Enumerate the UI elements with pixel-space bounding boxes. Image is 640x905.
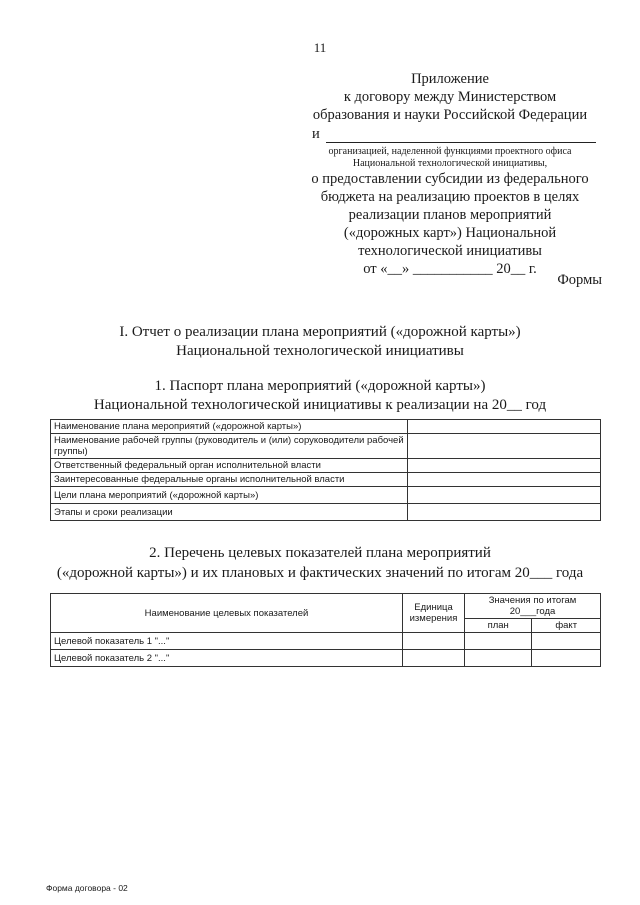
indicator-fact[interactable] (532, 633, 601, 650)
indicator-unit[interactable] (403, 650, 465, 667)
header-indicator-name: Наименование целевых показателей (51, 594, 403, 633)
caption-line-1: организацией, наделенной функциями проектного офиса (328, 146, 572, 157)
passport-row-value[interactable] (408, 504, 601, 521)
annex-line-1: Приложение (411, 71, 489, 87)
passport-row-value[interactable] (408, 473, 601, 487)
indicators-table (50, 593, 601, 667)
passport-row-label: Наименование рабочей группы (руководитель и (или) соруководители рабочей группы) (51, 434, 408, 459)
passport-row-label: Наименование плана мероприятий («дорожной карты») (51, 420, 408, 434)
indicator-plan[interactable] (465, 650, 532, 667)
subsection1-title-line-2: Национальной технологической инициативы к реализации на 20__ год (93, 397, 547, 413)
blank-underline (326, 128, 596, 143)
annex-tail-3: реализации планов мероприятий (348, 207, 552, 223)
annex-block (300, 70, 600, 278)
table-row (51, 434, 601, 459)
passport-row-label: Цели плана мероприятий («дорожной карты») (51, 487, 408, 504)
indicator-fact[interactable] (532, 650, 601, 667)
annex-date-line: от «__» ___________ 20__ г. (363, 261, 537, 277)
indicator-name: Целевой показатель 2 "..." (51, 650, 403, 667)
indicator-unit[interactable] (403, 633, 465, 650)
passport-table (50, 419, 601, 521)
forms-label: Формы (557, 272, 602, 288)
and-prefix: и (312, 126, 320, 142)
table-row (51, 504, 601, 521)
passport-row-label: Этапы и сроки реализации (51, 504, 408, 521)
table-row (51, 473, 601, 487)
header-unit: Единица измерения (403, 594, 465, 633)
annex-tail-1: о предоставлении субсидии из федерального (311, 171, 589, 187)
table-row (51, 420, 601, 434)
passport-row-label: Заинтересованные федеральные органы исполнительной власти (51, 473, 408, 487)
annex-line-3: образования и науки Российской Федерации (312, 107, 588, 123)
passport-row-label: Ответственный федеральный орган исполнительной власти (51, 459, 408, 473)
header-plan: план (465, 619, 532, 633)
section-title-line-1: I. Отчет о реализации плана мероприятий («дорожной карты») (119, 324, 521, 340)
table-row (51, 633, 601, 650)
header-values-line-2: 20___года (509, 606, 556, 617)
page-number: 11 (313, 40, 327, 55)
table-row (51, 459, 601, 473)
annex-line-2: к договору между Министерством (343, 89, 557, 105)
organization-signature-line (312, 125, 600, 143)
indicator-name: Целевой показатель 1 "..." (51, 633, 403, 650)
table-row (51, 650, 601, 667)
subsection2-title-line-2: («дорожной карты») и их плановых и фактических значений по итогам 20___ года (56, 565, 584, 581)
indicator-plan[interactable] (465, 633, 532, 650)
passport-row-value[interactable] (408, 487, 601, 504)
passport-row-value[interactable] (408, 420, 601, 434)
organization-caption (300, 146, 600, 170)
subsection2-title-line-1: 2. Перечень целевых показателей плана мероприятий (149, 545, 491, 561)
passport-row-value[interactable] (408, 434, 601, 459)
table-header-row (51, 594, 601, 619)
subsection1-title-line-1: 1. Паспорт плана мероприятий («дорожной карты») (154, 378, 486, 394)
table-row (51, 487, 601, 504)
section-title-line-2: Национальной технологической инициативы (176, 343, 464, 359)
annex-tail-4: («дорожных карт») Национальной (343, 225, 557, 241)
caption-line-2: Национальной технологической инициативы, (352, 158, 548, 169)
header-values (465, 594, 601, 619)
annex-tail-5: технологической инициативы (358, 243, 542, 259)
footer-form-id: Форма договора - 02 (46, 883, 128, 893)
annex-tail-2: бюджета на реализацию проектов в целях (320, 189, 580, 205)
header-values-line-1: Значения по итогам (488, 595, 577, 606)
header-fact: факт (532, 619, 601, 633)
passport-row-value[interactable] (408, 459, 601, 473)
